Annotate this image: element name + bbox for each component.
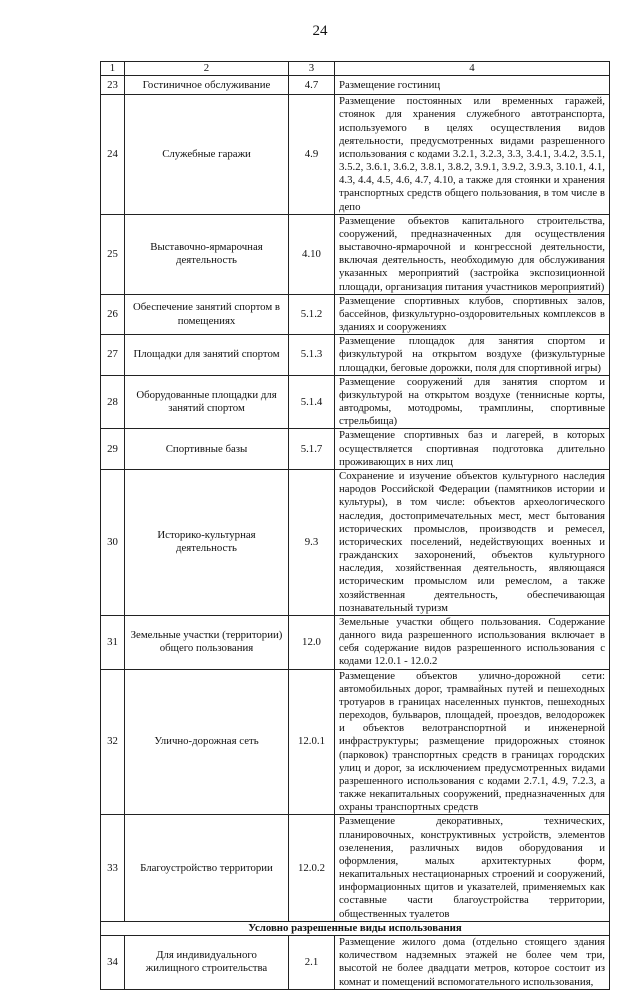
use-type-description: Сохранение и изучение объектов культурного наследия народов Российской Федерации (памятников истории и культуры), в том числе: объектов археологического наследия, достопримечательных мест, мест бытования исторических промыслов, производств и ремесел, исторических поселений, недействующих военных и гражданских захоронений, объектов культурного наследия, хозяйственная деятельность, являющаяся историческим промыслом или ремеслом, а также хозяйственная деятельность, обеспечивающая познавательный туризм <box>335 469 610 615</box>
table-body <box>101 76 610 922</box>
table-row <box>101 429 610 470</box>
table-body-conditional <box>101 936 610 990</box>
use-type-description: Размещение площадок для занятия спортом и физкультурой на открытом воздухе (физкультурные площадки, беговые дорожки, поля для спортивной игры) <box>335 335 610 376</box>
use-type-code: 12.0.2 <box>289 815 335 921</box>
use-type-description: Размещение спортивных баз и лагерей, в которых осуществляется спортивная подготовка длительно проживающих в них лиц <box>335 429 610 470</box>
row-number: 33 <box>101 815 125 921</box>
table-row <box>101 669 610 815</box>
use-type-name: Оборудованные площадки для занятий спортом <box>125 375 289 429</box>
use-type-name: Площадки для занятий спортом <box>125 335 289 376</box>
table-row <box>101 815 610 921</box>
use-type-description: Размещение постоянных или временных гаражей, стоянок для хранения служебного автотранспорта, используемого в целях осуществления видов деятельности, предусмотренных видами разрешенного использования с кодами 3.2.1, 3.2.3, 3.3, 3.4.1, 3.4.2, 3.5.1, 3.5.2, 3.6.1, 3.6.2, 3.8.1, 3.8.2, 3.9.1, 3.9.2, 3.9.3, 3.10.1, 4.1, 4.3, 4.4, 4.5, 4.6, 4.7, 4.10, а также для стоянки и хранения транспортных средств общего пользования, в том числе в депо <box>335 95 610 215</box>
column-header: 4 <box>335 62 610 76</box>
use-type-name: Благоустройство территории <box>125 815 289 921</box>
use-type-name: Спортивные базы <box>125 429 289 470</box>
table-row <box>101 335 610 376</box>
use-type-name: Обеспечение занятий спортом в помещениях <box>125 294 289 335</box>
row-number: 27 <box>101 335 125 376</box>
use-type-code: 12.0 <box>289 615 335 669</box>
row-number: 32 <box>101 669 125 815</box>
row-number: 26 <box>101 294 125 335</box>
use-type-description: Земельные участки общего пользования. Содержание данного вида разрешенного использования включает в себя содержание видов разрешенного использования с кодами 12.0.1 - 12.0.2 <box>335 615 610 669</box>
column-header: 1 <box>101 62 125 76</box>
table-row <box>101 95 610 215</box>
use-type-description: Размещение жилого дома (отдельно стоящего здания количеством надземных этажей не более чем три, высотой не более двадцати метров, которое состоит из комнат и помещений вспомогательного использования, <box>335 936 610 990</box>
use-type-name: Гостиничное обслуживание <box>125 76 289 95</box>
column-header: 3 <box>289 62 335 76</box>
row-number: 24 <box>101 95 125 215</box>
use-type-code: 12.0.1 <box>289 669 335 815</box>
use-type-description: Размещение декоративных, технических, планировочных, конструктивных устройств, элементов озеленения, различных видов оборудования и оформления, малых архитектурных форм, некапитальных нестационарных строений и сооружений, информационных щитов и указателей, применяемых как составные части благоустройства территории, общественных туалетов <box>335 815 610 921</box>
table-row <box>101 76 610 95</box>
use-type-name: Улично-дорожная сеть <box>125 669 289 815</box>
use-type-code: 5.1.2 <box>289 294 335 335</box>
use-type-name: Служебные гаражи <box>125 95 289 215</box>
use-type-code: 5.1.7 <box>289 429 335 470</box>
table-row <box>101 214 610 294</box>
use-type-description: Размещение объектов капитального строительства, сооружений, предназначенных для осуществления выставочно-ярмарочной и конгрессной деятельности, включая деятельность, необходимую для обслуживания указанных мероприятий (застройка экспозиционной площади, организация питания участников мероприятий) <box>335 214 610 294</box>
table-row <box>101 375 610 429</box>
use-type-code: 5.1.3 <box>289 335 335 376</box>
row-number: 31 <box>101 615 125 669</box>
table-row <box>101 615 610 669</box>
section-title: Условно разрешенные виды использования <box>101 921 610 935</box>
row-number: 28 <box>101 375 125 429</box>
use-type-code: 2.1 <box>289 936 335 990</box>
row-number: 25 <box>101 214 125 294</box>
row-number: 30 <box>101 469 125 615</box>
use-type-name: Для индивидуального жилищного строительства <box>125 936 289 990</box>
use-type-description: Размещение объектов улично-дорожной сети: автомобильных дорог, трамвайных путей и пешеходных тротуаров в границах населенных пунктов, пешеходных переходов, бульваров, площадей, проездов, велодорожек и объектов велотранспортной и инженерной инфраструктуры; размещение придорожных стоянок (парковок) транспортных средств в границах городских улиц и дорог, за исключением предусмотренных видами разрешенного использования с кодами 2.7.1, 4.9, 7.2.3, а также некапитальных сооружений, предназначенных для охраны транспортных средств <box>335 669 610 815</box>
use-type-name: Выставочно-ярмарочная деятельность <box>125 214 289 294</box>
use-type-description: Размещение сооружений для занятия спортом и физкультурой на открытом воздухе (теннисные корты, автодромы, мотодромы, трамплины, спортивные стрельбища) <box>335 375 610 429</box>
column-header: 2 <box>125 62 289 76</box>
row-number: 29 <box>101 429 125 470</box>
use-type-code: 5.1.4 <box>289 375 335 429</box>
use-type-name: Историко-культурная деятельность <box>125 469 289 615</box>
use-type-code: 4.7 <box>289 76 335 95</box>
use-type-code: 4.9 <box>289 95 335 215</box>
use-type-code: 4.10 <box>289 214 335 294</box>
table-row <box>101 469 610 615</box>
section-row <box>101 921 610 935</box>
use-type-description: Размещение гостиниц <box>335 76 610 95</box>
page-number: 24 <box>312 23 328 39</box>
land-use-table <box>100 61 610 990</box>
table-row <box>101 294 610 335</box>
table-header-row <box>101 62 610 76</box>
use-type-name: Земельные участки (территории) общего пользования <box>125 615 289 669</box>
use-type-code: 9.3 <box>289 469 335 615</box>
row-number: 34 <box>101 936 125 990</box>
table-row <box>101 936 610 990</box>
use-type-description: Размещение спортивных клубов, спортивных залов, бассейнов, физкультурно-оздоровительных комплексов в зданиях и сооружениях <box>335 294 610 335</box>
row-number: 23 <box>101 76 125 95</box>
